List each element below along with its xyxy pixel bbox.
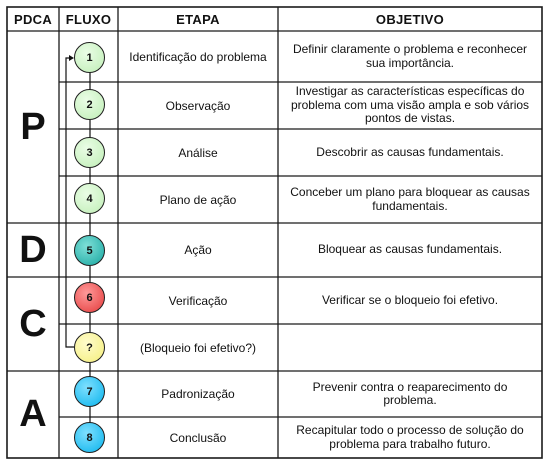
flow-node-4: 4 <box>74 183 105 214</box>
objetivo-cell: Definir claramente o problema e reconhecer sua importância. <box>292 42 528 70</box>
header-etapa: ETAPA <box>176 11 220 27</box>
objetivo-cell: Bloquear as causas fundamentais. <box>317 242 503 257</box>
flow-node-7: 7 <box>74 376 105 407</box>
phase-letter-d: D <box>19 228 47 271</box>
etapa-cell: (Bloqueio foi efetivo?) <box>139 340 257 355</box>
flow-node-2: 2 <box>74 89 105 120</box>
objetivo-cell: Descobrir as causas fundamentais. <box>316 144 504 159</box>
objetivo-cell: Recapitular todo o processo de solução do problema para trabalho futuro. <box>296 423 524 451</box>
phase-letter-c: C <box>19 302 47 345</box>
etapa-cell: Conclusão <box>169 430 227 445</box>
header-pdca: PDCA <box>13 11 53 27</box>
etapa-cell: Observação <box>165 98 231 113</box>
etapa-cell: Padronização <box>161 387 235 401</box>
objetivo-cell <box>285 324 535 371</box>
flow-node-decision: ? <box>74 332 105 363</box>
objetivo-cell: Conceber um plano para bloquear as causas fundamentais. <box>290 185 530 213</box>
flow-node-8: 8 <box>74 422 105 453</box>
phase-letter-p: P <box>20 105 46 148</box>
feedback-loop-line <box>66 58 74 347</box>
flow-node-3: 3 <box>74 137 105 168</box>
objetivo-cell: Verificar se o bloqueio foi efetivo. <box>321 292 499 307</box>
objetivo-cell: Prevenir contra o reaparecimento do problema. <box>312 379 508 407</box>
objetivo-cell: Investigar as características específicas do problema com uma visão ampla e sob vários pontos de vistas. <box>290 84 530 126</box>
etapa-cell: Ação <box>184 243 212 257</box>
flow-node-1: 1 <box>74 42 105 73</box>
etapa-cell: Plano de ação <box>159 192 237 207</box>
etapa-cell: Análise <box>178 145 218 160</box>
etapa-cell: Verificação <box>168 293 228 308</box>
flow-node-5: 5 <box>74 235 105 266</box>
phase-letter-a: A <box>19 393 47 435</box>
flow-node-6: 6 <box>74 282 105 313</box>
header-objetivo: OBJETIVO <box>375 11 445 27</box>
etapa-cell: Identificação do problema <box>129 49 267 64</box>
header-fluxo: FLUXO <box>65 11 112 27</box>
